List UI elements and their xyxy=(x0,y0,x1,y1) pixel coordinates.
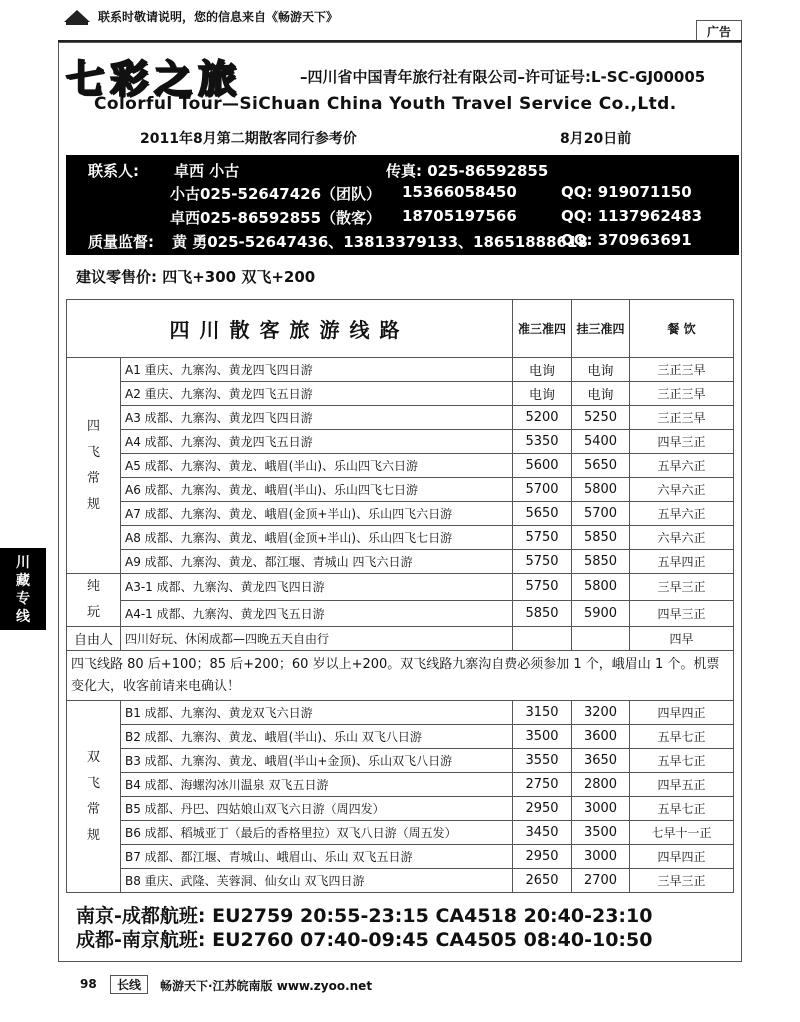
quality-label: 质量监督: xyxy=(88,233,154,251)
table-row xyxy=(67,701,734,725)
side-tab xyxy=(0,548,46,630)
route-cell: B2 成都、九寨沟、黄龙、峨眉(半山)、乐山 双飞八日游 xyxy=(121,725,513,749)
meal-cell: 五早六正 xyxy=(630,454,734,478)
table-row xyxy=(67,574,734,601)
meal-cell: 三正三早 xyxy=(630,406,734,430)
route-table xyxy=(66,299,734,893)
price1-cell: 电询 xyxy=(513,358,572,382)
contact-names: 卓西 小古 xyxy=(174,162,240,180)
free-meal: 四早 xyxy=(630,627,734,651)
price2-cell: 5800 xyxy=(572,574,630,601)
contact-line2-qq: QQ: 1137962483 xyxy=(561,207,703,225)
group-label xyxy=(67,358,121,574)
quality-qq: QQ: 370963691 xyxy=(561,231,692,249)
group-label-char: 规 xyxy=(86,496,100,512)
section-label: 长线 xyxy=(110,975,148,994)
route-cell: A8 成都、九寨沟、黄龙、峨眉(金顶+半山)、乐山四飞七日游 xyxy=(121,526,513,550)
price1-cell: 5850 xyxy=(513,600,572,627)
route-cell: A1 重庆、九寨沟、黄龙四飞四日游 xyxy=(121,358,513,382)
route-cell: B4 成都、海螺沟冰川温泉 双飞五日游 xyxy=(121,773,513,797)
issue-title: 2011年8月第二期散客同行参考价 xyxy=(140,131,357,147)
price2-cell: 2700 xyxy=(572,869,630,893)
route-cell: B7 成都、都江堰、青城山、峨眉山、乐山 双飞五日游 xyxy=(121,845,513,869)
table-row xyxy=(67,869,734,893)
meal-cell: 三早三正 xyxy=(630,869,734,893)
route-cell: A9 成都、九寨沟、黄龙、都江堰、青城山 四飞六日游 xyxy=(121,550,513,574)
route-cell: B1 成都、九寨沟、黄龙双飞六日游 xyxy=(121,701,513,725)
group-label-char: 飞 xyxy=(86,775,100,791)
meal-cell: 四早五正 xyxy=(630,773,734,797)
contact-line2-phone: 18705197566 xyxy=(402,207,517,225)
group-label-char: 规 xyxy=(86,827,100,843)
price2-cell: 电询 xyxy=(572,382,630,406)
price2-cell: 3500 xyxy=(572,821,630,845)
route-cell: B5 成都、丹巴、四姑娘山双飞六日游（周四发） xyxy=(121,797,513,821)
contact-line2-name: 卓西025-86592855（散客） xyxy=(170,209,382,227)
table-row xyxy=(67,358,734,382)
footer xyxy=(58,975,742,995)
note-row xyxy=(67,651,734,701)
route-cell: A4 成都、九寨沟、黄龙四飞五日游 xyxy=(121,430,513,454)
double-fly-group xyxy=(67,701,734,893)
free-price1 xyxy=(513,627,572,651)
price1-cell: 2750 xyxy=(513,773,572,797)
meal-cell: 三正三早 xyxy=(630,358,734,382)
side-tab-char: 专 xyxy=(16,591,30,607)
table-row xyxy=(67,478,734,502)
flight-line-outbound: 南京-成都航班: EU2759 20:55-23:15 CA4518 20:40-23:10 xyxy=(76,905,653,927)
table-row xyxy=(67,821,734,845)
pure-play-group xyxy=(67,574,734,627)
price2-cell: 电询 xyxy=(572,358,630,382)
table-row xyxy=(67,382,734,406)
meal-cell: 四早三正 xyxy=(630,600,734,627)
group-label-char: 飞 xyxy=(86,444,100,460)
free-price2 xyxy=(572,627,630,651)
four-fly-group xyxy=(67,358,734,574)
retail-price: 建议零售价: 四飞+300 双飞+200 xyxy=(76,268,316,286)
route-cell: B3 成都、九寨沟、黄龙、峨眉(半山+金顶)、乐山双飞八日游 xyxy=(121,749,513,773)
top-bar xyxy=(0,0,800,40)
table-row xyxy=(67,600,734,627)
price2-cell: 5650 xyxy=(572,454,630,478)
table-row xyxy=(67,502,734,526)
price1-cell: 5700 xyxy=(513,478,572,502)
price-note: 四飞线路 80 后+100；85 后+200；60 岁以上+200。双飞线路九寨沟自费必须参加 1 个，峨眉山 1 个。机票变化大，收客前请来电确认！ xyxy=(67,651,734,701)
ad-tag: 广告 xyxy=(696,20,742,42)
table-row xyxy=(67,454,734,478)
group-label-char: 常 xyxy=(86,801,100,817)
price1-cell: 3500 xyxy=(513,725,572,749)
contact-label: 联系人: xyxy=(88,162,139,180)
meal-cell: 五早四正 xyxy=(630,550,734,574)
tour-logo-icon xyxy=(62,8,92,26)
price1-cell: 5600 xyxy=(513,454,572,478)
route-cell: A3 成都、九寨沟、黄龙四飞四日游 xyxy=(121,406,513,430)
meal-cell: 五早七正 xyxy=(630,725,734,749)
price2-cell: 5850 xyxy=(572,526,630,550)
price1-cell: 5750 xyxy=(513,574,572,601)
meal-cell: 五早七正 xyxy=(630,749,734,773)
price1-cell: 5350 xyxy=(513,430,572,454)
group-label-char: 常 xyxy=(86,470,100,486)
group-label-char: 纯 xyxy=(86,579,100,594)
col-price1: 准三准四 xyxy=(513,300,572,358)
route-cell: A6 成都、九寨沟、黄龙、峨眉(半山)、乐山四飞七日游 xyxy=(121,478,513,502)
meal-cell: 四早四正 xyxy=(630,701,734,725)
table-row xyxy=(67,845,734,869)
price2-cell: 3000 xyxy=(572,845,630,869)
price2-cell: 2800 xyxy=(572,773,630,797)
table-row xyxy=(67,773,734,797)
contact-block xyxy=(66,155,739,255)
table-row xyxy=(67,526,734,550)
meal-cell: 四早三正 xyxy=(630,430,734,454)
col-price2: 挂三准四 xyxy=(572,300,630,358)
route-cell: A7 成都、九寨沟、黄龙、峨眉(金顶+半山)、乐山四飞六日游 xyxy=(121,502,513,526)
price2-cell: 5400 xyxy=(572,430,630,454)
route-cell: B6 成都、稻城亚丁（最后的香格里拉）双飞八日游（周五发） xyxy=(121,821,513,845)
price2-cell: 3200 xyxy=(572,701,630,725)
route-cell: A4-1 成都、九寨沟、黄龙四飞五日游 xyxy=(121,600,513,627)
publication-info: 畅游天下·江苏皖南版 www.zyoo.net xyxy=(160,979,373,993)
side-tab-char: 线 xyxy=(16,609,30,625)
meal-cell: 三早三正 xyxy=(630,574,734,601)
source-note: 联系时敬请说明，您的信息来自《畅游天下》 xyxy=(98,10,339,24)
side-tab-char: 藏 xyxy=(16,573,30,589)
deadline: 8月20日前 xyxy=(560,131,632,147)
price1-cell: 2950 xyxy=(513,797,572,821)
contact-line1-name: 小古025-52647426（团队） xyxy=(170,185,382,203)
flight-line-return: 成都-南京航班: EU2760 07:40-09:45 CA4505 08:40-10:50 xyxy=(76,929,653,951)
price2-cell: 5800 xyxy=(572,478,630,502)
price1-cell: 2950 xyxy=(513,845,572,869)
price1-cell: 5650 xyxy=(513,502,572,526)
fax: 传真: 025-86592855 xyxy=(386,162,549,180)
route-cell: A3-1 成都、九寨沟、黄龙四飞四日游 xyxy=(121,574,513,601)
group-label-char: 四 xyxy=(86,418,100,434)
meal-cell: 三正三早 xyxy=(630,382,734,406)
meal-cell: 四早四正 xyxy=(630,845,734,869)
meal-cell: 五早六正 xyxy=(630,502,734,526)
flight-info xyxy=(76,904,652,952)
price2-cell: 3650 xyxy=(572,749,630,773)
price1-cell: 2650 xyxy=(513,869,572,893)
price1-cell: 电询 xyxy=(513,382,572,406)
table-header xyxy=(67,300,734,358)
brand-name: 七彩之旅 xyxy=(66,56,243,101)
price1-cell: 3450 xyxy=(513,821,572,845)
table-row xyxy=(67,430,734,454)
meal-cell: 六早六正 xyxy=(630,478,734,502)
route-cell: B8 重庆、武隆、芙蓉洞、仙女山 双飞四日游 xyxy=(121,869,513,893)
table-row xyxy=(67,550,734,574)
price1-cell: 5750 xyxy=(513,526,572,550)
group-label-char: 双 xyxy=(86,749,100,765)
price2-cell: 5250 xyxy=(572,406,630,430)
route-cell: A5 成都、九寨沟、黄龙、峨眉(半山)、乐山四飞六日游 xyxy=(121,454,513,478)
price1-cell: 3150 xyxy=(513,701,572,725)
col-meal: 餐 饮 xyxy=(630,300,734,358)
contact-line1-phone: 15366058450 xyxy=(402,183,517,201)
meal-cell: 六早六正 xyxy=(630,526,734,550)
group-label xyxy=(67,574,121,627)
table-row xyxy=(67,749,734,773)
contact-line1-qq: QQ: 919071150 xyxy=(561,183,692,201)
company-license: –四川省中国青年旅行社有限公司–许可证号:L-SC-GJ00005 xyxy=(300,68,706,86)
price1-cell: 5200 xyxy=(513,406,572,430)
table-title: 四川散客旅游线路 xyxy=(67,300,513,358)
group-label xyxy=(67,701,121,893)
price1-cell: 5750 xyxy=(513,550,572,574)
price2-cell: 3600 xyxy=(572,725,630,749)
table-row xyxy=(67,406,734,430)
page-number: 98 xyxy=(80,977,97,991)
side-tab-char: 川 xyxy=(16,555,30,571)
price2-cell: 5900 xyxy=(572,600,630,627)
price1-cell: 3550 xyxy=(513,749,572,773)
meal-cell: 七早十一正 xyxy=(630,821,734,845)
price2-cell: 5850 xyxy=(572,550,630,574)
quality-info: 黄 勇025-52647436、13813379133、18651888618 xyxy=(172,233,588,251)
free-row xyxy=(67,627,734,651)
brand-english: Colorful Tour—SiChuan China Youth Travel Service Co.,Ltd. xyxy=(94,94,677,114)
price2-cell: 5700 xyxy=(572,502,630,526)
table-row xyxy=(67,725,734,749)
free-route: 四川好玩、休闲成都—四晚五天自由行 xyxy=(121,627,513,651)
price2-cell: 3000 xyxy=(572,797,630,821)
group-label-free: 自由人 xyxy=(67,627,121,651)
meal-cell: 五早七正 xyxy=(630,797,734,821)
route-cell: A2 重庆、九寨沟、黄龙四飞五日游 xyxy=(121,382,513,406)
group-label-char: 玩 xyxy=(86,605,100,620)
table-row xyxy=(67,797,734,821)
